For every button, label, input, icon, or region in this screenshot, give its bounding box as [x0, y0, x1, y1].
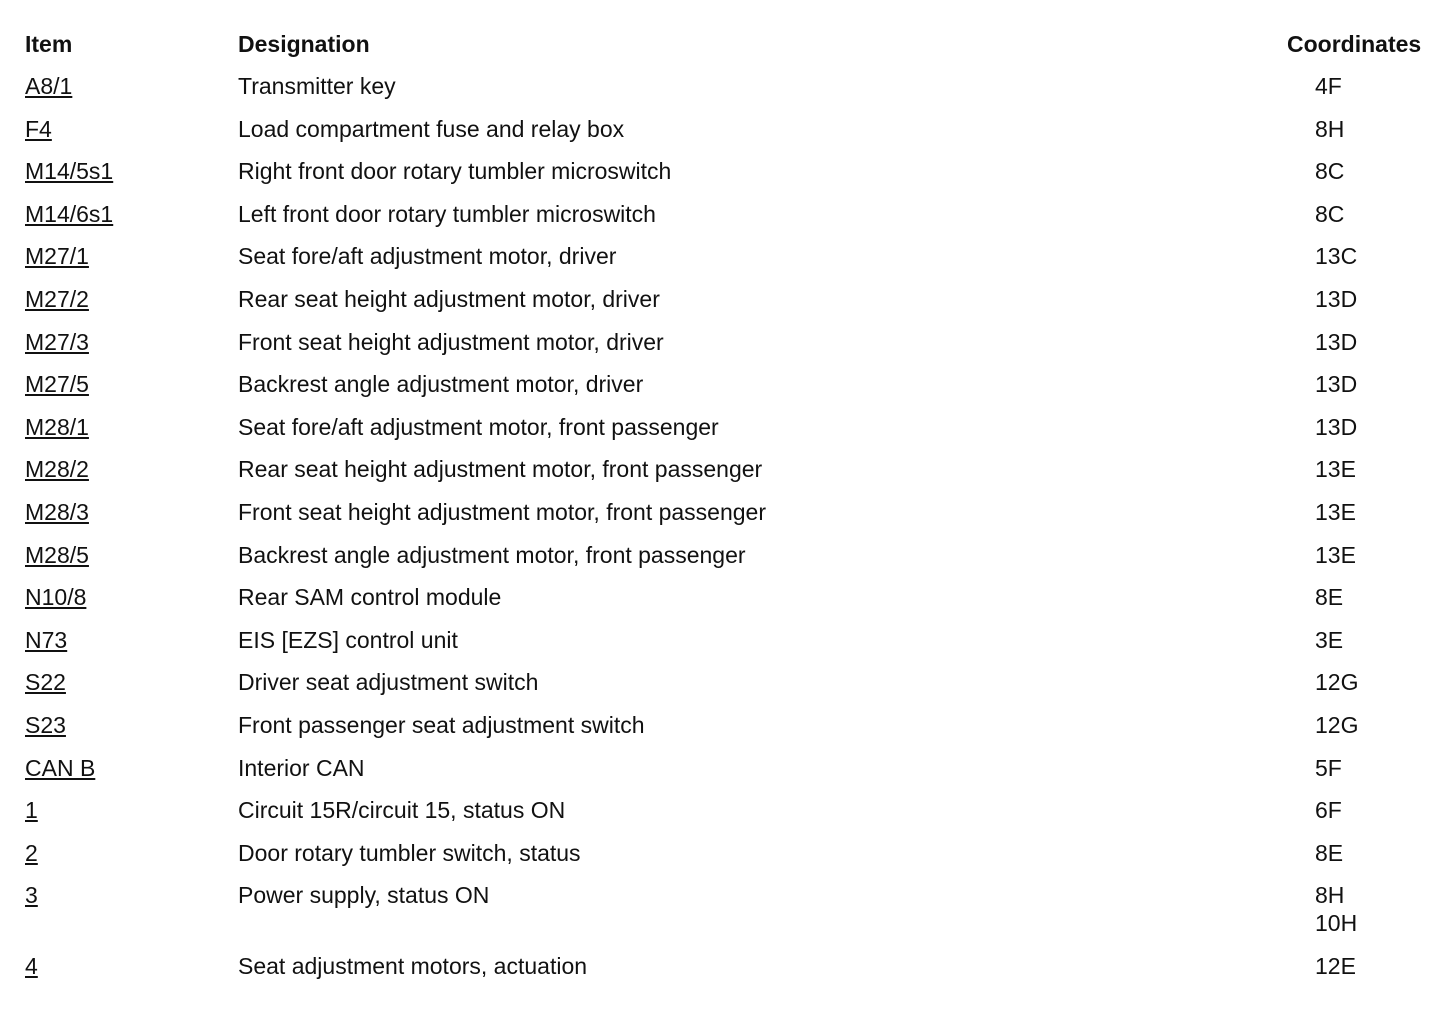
table-row-item [25, 711, 66, 739]
coordinate-value: 8E [1315, 839, 1344, 866]
table-row-coordinates [1315, 200, 1344, 228]
table-row-item [25, 668, 66, 696]
table-row-designation: Backrest angle adjustment motor, front passenger [238, 541, 746, 568]
table-row-item [25, 541, 89, 569]
table-row-coordinates [1315, 881, 1357, 937]
item-link[interactable]: M14/6s1 [25, 200, 114, 227]
table-row-coordinates [1315, 285, 1357, 313]
table-row-coordinates [1315, 796, 1342, 824]
table-row-designation: Circuit 15R/circuit 15, status ON [238, 797, 566, 824]
table-row-designation: Driver seat adjustment switch [238, 669, 539, 696]
item-link[interactable]: M27/2 [25, 286, 89, 312]
table-row-item [25, 754, 95, 782]
item-link[interactable]: M27/3 [25, 328, 89, 355]
coordinate-value: 5F [1315, 754, 1342, 781]
table-row-designation: Front seat height adjustment motor, driver [238, 328, 664, 355]
table-row-coordinates [1315, 626, 1343, 654]
coordinate-value: 8H [1315, 115, 1345, 142]
table-row-designation: Transmitter key [238, 73, 396, 99]
table-row-item [25, 370, 89, 398]
item-link[interactable]: M14/5s1 [25, 158, 114, 185]
coordinate-value: 13E [1315, 456, 1356, 483]
item-link[interactable]: M28/5 [25, 541, 89, 568]
table-row-item [25, 455, 89, 483]
table-row-designation: Load compartment fuse and relay box [238, 115, 625, 142]
table-row-coordinates [1315, 498, 1356, 526]
table-row-coordinates [1315, 952, 1356, 980]
coordinate-value: 8C [1315, 200, 1345, 227]
coordinate-value: 4F [1315, 73, 1342, 99]
item-link[interactable]: F4 [25, 115, 52, 142]
table-row-coordinates [1315, 115, 1344, 143]
item-link[interactable]: 1 [25, 797, 38, 824]
table-row-item [25, 200, 113, 228]
coordinate-value: 13E [1315, 499, 1356, 525]
table-row-coordinates [1315, 157, 1344, 185]
item-link[interactable]: A8/1 [25, 73, 73, 99]
table-row-coordinates [1315, 455, 1356, 483]
table-row-designation: Rear seat height adjustment motor, driver [238, 286, 660, 312]
table-row-item [25, 157, 113, 185]
coordinate-value: 12G [1315, 712, 1359, 738]
table-row-coordinates [1315, 668, 1358, 696]
coordinate-value: 12E [1315, 953, 1356, 979]
coordinate-value: 13C [1315, 243, 1358, 270]
item-link[interactable]: M28/3 [25, 499, 89, 525]
table-row-designation: Power supply, status ON [238, 882, 490, 909]
table-row-item [25, 72, 72, 100]
designation-column-header: Designation [238, 31, 370, 57]
table-row-item [25, 498, 89, 526]
table-row-item [25, 796, 38, 824]
table-row-item [25, 328, 89, 356]
item-link[interactable]: 3 [25, 882, 38, 909]
item-link[interactable]: S23 [25, 712, 66, 738]
coordinate-value: 8H [1315, 882, 1345, 909]
table-row-designation: Rear seat height adjustment motor, front passenger [238, 456, 763, 483]
table-row-designation: Seat fore/aft adjustment motor, front passenger [238, 413, 719, 440]
table-row-coordinates [1315, 754, 1342, 782]
coordinate-value: 13D [1315, 328, 1358, 355]
table-row-item [25, 115, 52, 143]
table-row-designation: Left front door rotary tumbler microswitch [238, 200, 656, 227]
coordinate-value: 13D [1315, 371, 1358, 398]
coordinates-column-header: Coordinates [1287, 31, 1422, 57]
coordinate-value: 10H [1315, 910, 1358, 937]
table-row-item [25, 626, 67, 654]
coordinate-value: 13E [1315, 541, 1356, 568]
coordinate-value: 8C [1315, 158, 1345, 185]
table-row-coordinates [1315, 370, 1357, 398]
table-row-designation: Seat fore/aft adjustment motor, driver [238, 243, 617, 270]
item-link[interactable]: M28/1 [25, 413, 89, 440]
item-link[interactable]: 4 [25, 953, 38, 979]
table-row-item [25, 413, 89, 441]
item-link[interactable]: M27/5 [25, 371, 89, 398]
item-link[interactable]: M27/1 [25, 243, 89, 270]
item-column-header: Item [25, 31, 73, 57]
table-row-item [25, 881, 38, 909]
table-row-item [25, 242, 89, 270]
item-link[interactable]: N73 [25, 626, 68, 653]
item-link[interactable]: S22 [25, 669, 66, 696]
table-row-designation: Front seat height adjustment motor, front passenger [238, 499, 767, 525]
table-row-item [25, 583, 86, 611]
table-row-coordinates [1315, 328, 1357, 356]
table-row-designation: Rear SAM control module [238, 584, 502, 611]
coordinate-value: 12G [1315, 669, 1359, 696]
table-row-designation: Door rotary tumbler switch, status [238, 839, 581, 866]
item-link[interactable]: 2 [25, 839, 38, 866]
table-row-coordinates [1315, 413, 1357, 441]
table-row-coordinates [1315, 583, 1343, 611]
coordinate-value: 8E [1315, 584, 1344, 611]
item-link[interactable]: N10/8 [25, 584, 87, 611]
table-row-coordinates [1315, 541, 1356, 569]
table-row-item [25, 839, 38, 867]
table-row-coordinates [1315, 839, 1343, 867]
table-row-coordinates [1315, 242, 1357, 270]
table-row-designation: Interior CAN [238, 754, 365, 781]
table-row-coordinates [1315, 711, 1358, 739]
coordinate-value: 3E [1315, 626, 1344, 653]
item-link[interactable]: M28/2 [25, 456, 89, 483]
coordinate-value: 13D [1315, 286, 1358, 312]
table-row-designation: Backrest angle adjustment motor, driver [238, 371, 644, 398]
table-row-designation: EIS [EZS] control unit [238, 626, 458, 653]
item-link[interactable]: CAN B [25, 754, 96, 781]
table-row-designation: Front passenger seat adjustment switch [238, 712, 645, 738]
table-row-item [25, 285, 89, 313]
coordinate-value: 13D [1315, 413, 1358, 440]
table-row-designation: Right front door rotary tumbler microswitch [238, 158, 672, 185]
coordinate-value: 6F [1315, 797, 1342, 824]
table-row-designation: Seat adjustment motors, actuation [238, 953, 588, 979]
table-row-coordinates [1315, 72, 1342, 100]
table-row-item [25, 952, 38, 980]
